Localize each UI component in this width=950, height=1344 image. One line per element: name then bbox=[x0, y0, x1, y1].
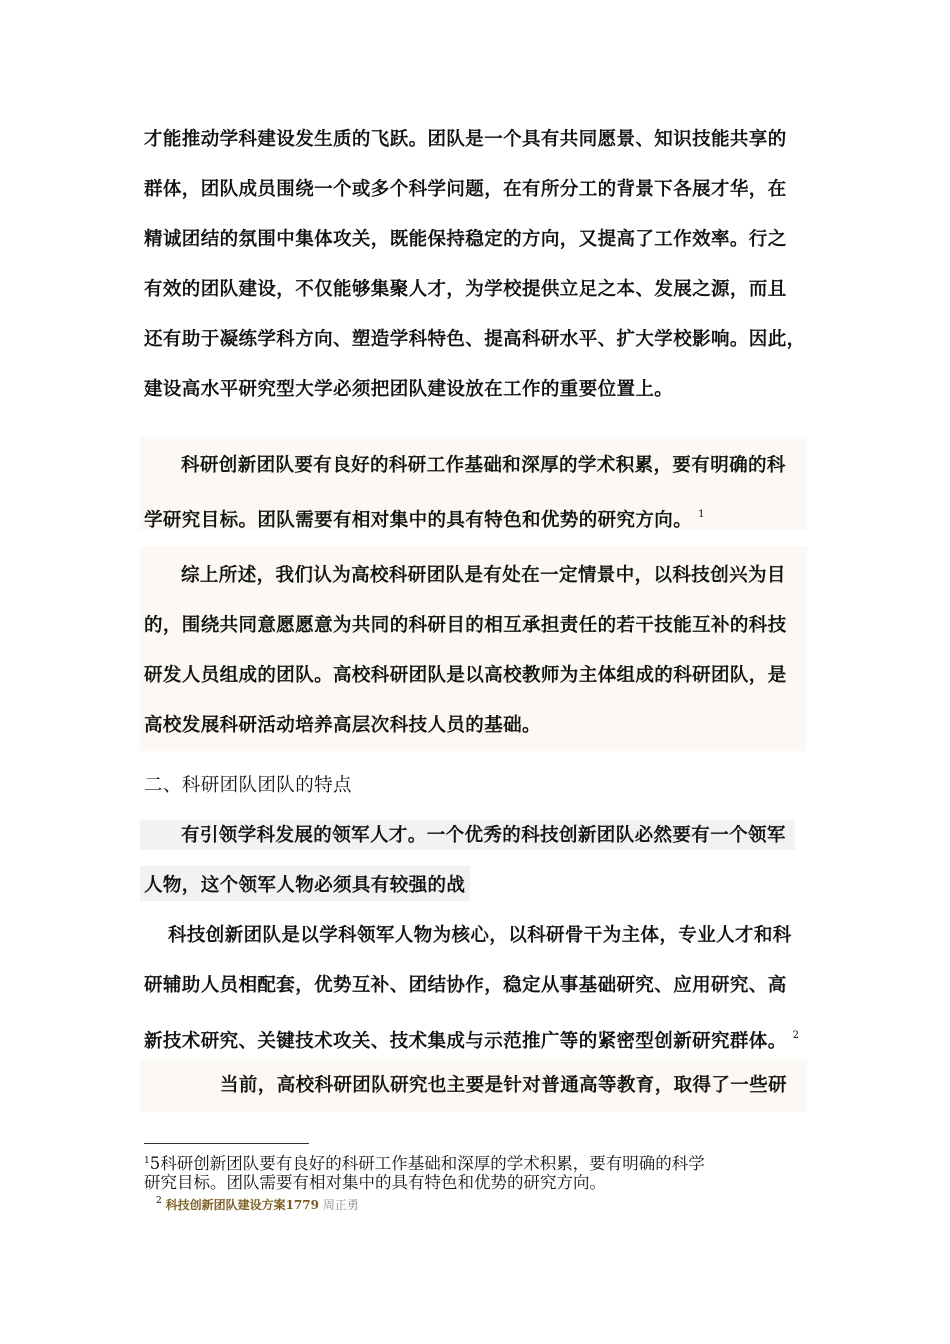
footnote-marker: 2 bbox=[156, 1196, 162, 1206]
text-line: 有效的团队建设，不仅能够集聚人才，为学校提供立足之本、发展之源，而且 bbox=[144, 279, 787, 300]
text-line bbox=[144, 1016, 799, 1056]
text-span: 新技术研究、关键技术攻关、技术集成与示范推广等的紧密型创新研究群体。 bbox=[144, 1031, 787, 1052]
text-line bbox=[144, 495, 705, 535]
text-span: 学研究目标。团队需要有相对集中的具有特色和优势的研究方向。 bbox=[144, 510, 693, 531]
footnote-ref[interactable]: 2 bbox=[792, 1030, 800, 1041]
text-line: 的，围绕共同意愿愿意为共同的科研目的相互承担责任的若干技能互补的科技 bbox=[144, 615, 787, 636]
text-line: 科研创新团队要有良好的科研工作基础和深厚的学术积累，要有明确的科 bbox=[181, 455, 786, 476]
footnote-marker: 1 bbox=[144, 1156, 150, 1166]
footnote-ref[interactable]: 1 bbox=[698, 509, 705, 520]
section-heading: 二、科研团队团队的特点 bbox=[144, 775, 352, 796]
text-line: 精诚团结的氛围中集体攻关，既能保持稳定的方向，又提高了工作效率。行之 bbox=[144, 229, 787, 250]
text-line: 科技创新团队是以学科领军人物为核心，以科研骨干为主体，专业人才和科 bbox=[168, 925, 792, 946]
text-line: 高校发展科研活动培养高层次科技人员的基础。 bbox=[144, 715, 541, 736]
current-paragraph: 当前，高校科研团队研究也主要是针对普通高等教育，取得了一些研 bbox=[220, 1075, 788, 1096]
text-line: 研辅助人员相配套，优势互补、团结协作，稳定从事基础研究、应用研究、高 bbox=[144, 975, 787, 996]
footnote-text: 科研创新团队要有良好的科研工作基础和深厚的学术积累，要有明确的科学 bbox=[160, 1154, 705, 1173]
text-line: 有引领学科发展的领军人才。一个优秀的科技创新团队必然要有一个领军 bbox=[181, 825, 786, 846]
text-line: 人物，这个领军人物必须具有较强的战 bbox=[144, 875, 466, 896]
footnote-number: 1779 bbox=[285, 1198, 319, 1212]
text-line: 研发人员组成的团队。高校科研团队是以高校教师为主体组成的科研团队，是 bbox=[144, 665, 787, 686]
text-line: 还有助于凝练学科方向、塑造学科特色、提高科研水平、扩大学校影响。因此， bbox=[144, 329, 806, 350]
footnote-title: 科技创新团队建设方案 bbox=[165, 1198, 286, 1212]
text-line: 综上所述，我们认为高校科研团队是有处在一定情景中，以科技创兴为目 bbox=[181, 565, 786, 586]
text-line: 才能推动学科建设发生质的飞跃。团队是一个具有共同愿景、知识技能共享的 bbox=[144, 129, 787, 150]
footnote-author: 周正勇 bbox=[322, 1198, 359, 1212]
footnote-marker-2: 5 bbox=[149, 1154, 161, 1173]
footnote-separator bbox=[144, 1143, 309, 1144]
text-line: 群体，团队成员围绕一个或多个科学问题，在有所分工的背景下各展才华，在 bbox=[144, 179, 787, 200]
footnote-1-line-2: 研究目标。团队需要有相对集中的具有特色和优势的研究方向。 bbox=[144, 1173, 606, 1192]
text-line: 建设高水平研究型大学必须把团队建设放在工作的重要位置上。 bbox=[144, 379, 674, 400]
footnote-2 bbox=[156, 1196, 359, 1213]
